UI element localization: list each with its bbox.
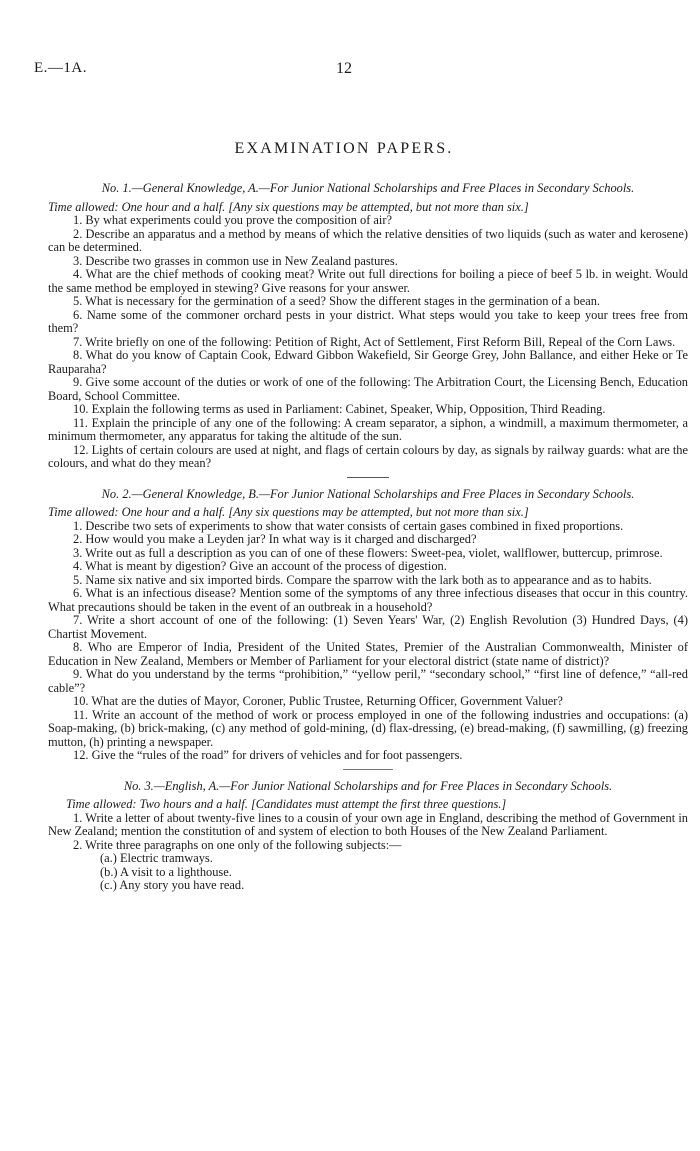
- question: 2. How would you make a Leyden jar? In what way is it charged and discharged?: [73, 532, 477, 546]
- section-heading: No. 1.—General Knowledge, A.—For Junior National Scholarships and Free Places in Secondary Schools.: [101, 181, 635, 195]
- question: 1. Describe two sets of experiments to show that water consists of certain gases combined in fixed proportions.: [73, 518, 624, 533]
- document-body: [48, 182, 688, 893]
- question: 9. What do you understand by the terms “prohibition,” “yellow peril,” “secondary school,” “first line of defence,” “all-red cable”?: [48, 667, 688, 695]
- question: 3. Write out as full a description as you can of one of these flowers: Sweet-pea, violet, wallflower, buttercup, primrose.: [73, 545, 663, 560]
- question: 7. Write a short account of one of the following: (1) Seven Years' War, (2) English Revolution (3) Hundred Days, (4) Chartist Movement.: [48, 613, 688, 641]
- time-allowed: Time allowed: Two hours and a half. [Candidates must attempt the first three questions.]: [66, 797, 507, 811]
- question: 12. Give the “rules of the road” for drivers of vehicles and for foot passengers.: [73, 748, 463, 762]
- question: 8. Who are Emperor of India, President of the United States, Premier of the Australian Commonwealth, Minister of Education in New Zealand, Members or Member of Parliament for your electoral district (state name of district)?: [48, 640, 688, 668]
- question: 2. Write three paragraphs on one only of the following subjects:—: [73, 837, 402, 852]
- question: 4. What is meant by digestion? Give an account of the process of digestion.: [73, 559, 447, 573]
- section-heading: No. 3.—English, A.—For Junior National Scholarships and for Free Places in Secondary Schools.: [123, 778, 613, 793]
- question: 7. Write briefly on one of the following: Petition of Right, Act of Settlement, First Reform Bill, Repeal of the Corn Laws.: [73, 334, 676, 349]
- page-title: EXAMINATION PAPERS.: [234, 140, 454, 157]
- list-item: (b.) A visit to a lighthouse.: [100, 864, 232, 879]
- question: 6. Name some of the commoner orchard pests in your district. What steps would you take to keep your trees free from them?: [48, 307, 688, 335]
- section-divider: [343, 769, 393, 770]
- question: 3. Describe two grasses in common use in New Zealand pastures.: [73, 253, 398, 268]
- section-2: [48, 488, 688, 763]
- question: 1. Write a letter of about twenty-five lines to a cousin of your own age in England, describing the method of Government in New Zealand; mention the constitution of and system of election to both Houses of the New Zealand Parliament.: [48, 810, 688, 838]
- section-3: [48, 780, 688, 893]
- question: 8. What do you know of Captain Cook, Edward Gibbon Wakefield, Sir George Grey, John Ballance, and either Heke or Te Rauparaha?: [48, 348, 688, 376]
- section-1: [48, 182, 688, 471]
- document-code: E.—1A.: [34, 60, 87, 76]
- time-allowed: Time allowed: One hour and a half. [Any six questions may be attempted, but not more than six.]: [48, 199, 529, 214]
- question: 12. Lights of certain colours are used at night, and flags of certain colours by day, as signals by railway guards: what are the colours, and what do they mean?: [48, 442, 688, 470]
- question: 4. What are the chief methods of cooking meat? Write out full directions for boiling a piece of beef 5 lb. in weight. Would the same method be employed in stewing? Give reasons for your answer.: [48, 267, 688, 295]
- question: 10. What are the duties of Mayor, Coroner, Public Trustee, Returning Officer, Government Valuer?: [73, 694, 563, 708]
- page-number: 12: [336, 60, 352, 77]
- section-divider: [347, 477, 389, 478]
- time-allowed: Time allowed: One hour and a half. [Any six questions may be attempted, but not more than six.]: [48, 505, 529, 519]
- question: 2. Describe an apparatus and a method by means of which the relative densities of two liquids (such as water and kerosene) can be determined.: [48, 226, 688, 254]
- question: 5. Name six native and six imported birds. Compare the sparrow with the lark both as to appearance and as to habits.: [73, 572, 652, 587]
- question: 10. Explain the following terms as used in Parliament: Cabinet, Speaker, Whip, Opposition, Third Reading.: [73, 402, 606, 416]
- question: 9. Give some account of the duties or work of one of the following: The Arbitration Court, the Licensing Bench, Education Board, School Committee.: [48, 375, 688, 403]
- question: 5. What is necessary for the germination of a seed? Show the different stages in the germination of a bean.: [73, 294, 601, 308]
- list-item: (a.) Electric tramways.: [100, 851, 213, 865]
- question: 11. Write an account of the method of work or process employed in one of the following industries and occupations: (a) Soap-making, (b) brick-making, (c) any method of gold-mining, (d) flax-dressing, (e) bread-making, (f) sawmilling, (g) freezing mutton, (h) printing a newspaper.: [48, 707, 688, 749]
- list-item: (c.) Any story you have read.: [100, 878, 245, 892]
- question: 11. Explain the principle of any one of the following: A cream separator, a siphon, a windmill, a maximum thermometer, a minimum thermometer, any apparatus for taking the altitude of the sun.: [48, 415, 688, 443]
- question: 1. By what experiments could you prove the composition of air?: [73, 213, 392, 227]
- question: 6. What is an infectious disease? Mention some of the symptoms of any three infectious diseases that occur in this country. What precautions should be taken in the event of an outbreak in a household?: [48, 586, 688, 614]
- section-heading: No. 2.—General Knowledge, B.—For Junior National Scholarships and Free Places in Secondary Schools.: [101, 486, 635, 501]
